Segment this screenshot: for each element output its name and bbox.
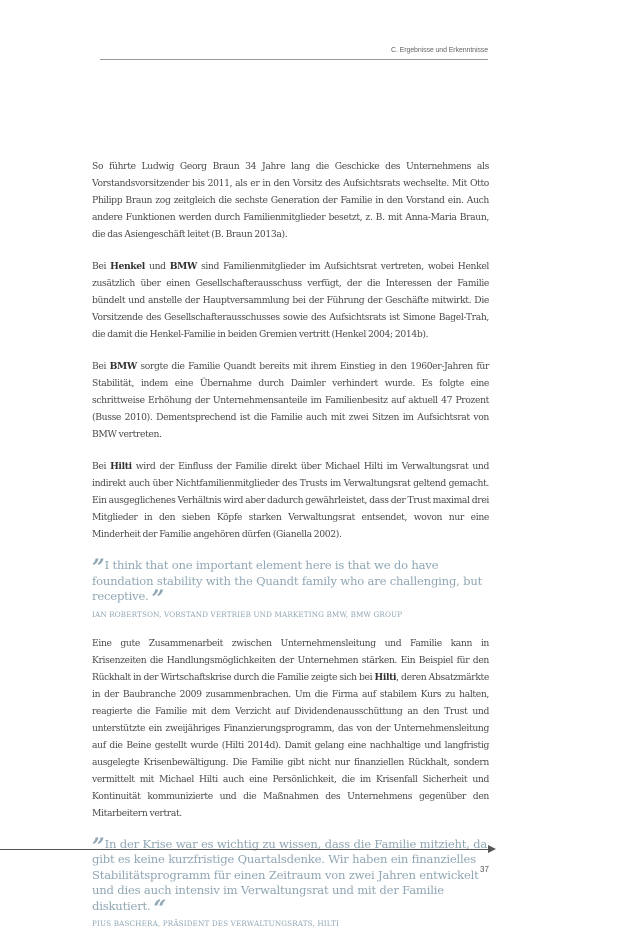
quote-open-mark: ” [92, 555, 103, 581]
company-name: Hilti [110, 461, 132, 472]
company-name: Hilti [374, 671, 397, 683]
paragraph-bmw-quandt [92, 358, 489, 443]
company-name: BMW [169, 261, 197, 272]
quote-body: I think that one important element here is that we do have foundation stability with the Quandt family who are challenging, but receptive. [92, 558, 483, 603]
text-run: So führte Ludwig Georg Braun 34 Jahre lang die Geschicke des Unternehmens als Vorstandsvorsitzender bis 2011, als er in den Vorsitz des Aufsichtsrats wechselte. Mit Otto Philipp Braun zog zeitgleich die sechste Generation der Familie in den Vorstand ein. Auch andere Funktionen werden durch Familienmitglieder besetzt, z. B. mit Anna-Maria Braun, die das Asiengeschäft leitet (B. Braun 2013a). [92, 161, 489, 240]
footer-rule [0, 849, 490, 850]
running-head: C. Ergebnisse und Erkenntnisse [391, 47, 488, 54]
text-run: sorgte die Familie Quandt bereits mit ihrem Einstieg in den 1960er-Jahren für Stabilität, indem eine Übernahme durch Daimler verhindert wurde. Es folgte eine schrittweise Erhöhung der Unternehmensanteile im Familienbesitz auf aktuell 47 Prozent (Busse 2010). Dementsprechend ist die Familie auch mit zwei Sitzen im Aufsichtsrat von BMW vertreten. [92, 361, 489, 440]
quote-source: IAN ROBERTSON, VORSTAND VERTRIEB UND MARKETING BMW, BMW GROUP [92, 609, 403, 619]
page-number: 37 [480, 865, 489, 874]
text-run: Bei [92, 361, 110, 372]
paragraph-hilti [92, 458, 489, 543]
quote-body: In der Krise war es wichtig zu wissen, dass die Familie mitzieht, da gibt es keine kurzfristige Quartalsdenke. Wir haben ein finanzielles Stabilitätsprogramm für einen Zeitraum von zwei Jahren entwickelt und dies auch intensiv im Verwaltungsrat und mit der Familie diskutiert. [92, 836, 488, 913]
text-run: Eine gute Zusammenarbeit zwischen Unternehmensleitung und Familie kann in Krisenzeiten die Handlungsmöglichkeiten der Unternehmen stärken. Ein Beispiel für den Rückhalt in der Wirtschaftskrise durch die Familie zeigte sich bei [92, 637, 489, 683]
paragraph-braun [92, 158, 489, 243]
company-name: BMW [109, 361, 137, 372]
text-run: wird der Einfluss der Familie direkt über Michael Hilti im Verwaltungsrat und indirekt auch über Nichtfamilienmitglieder des Trusts im Verwaltungsrat geltend gemacht. Ein ausgeglichenes Verhältnis wird aber dadurch gewährleistet, dass der Trust maximal drei Mitglieder in den sieben Köpfe starken Verwaltungsrat entsendet, wovon nur eine Minderheit der Familie angehören dürfen (Gianella 2002). [92, 461, 489, 540]
body-text [92, 158, 489, 944]
text-run: Bei [92, 461, 111, 472]
quote-source: PIUS BASCHERA, PRÄSIDENT DES VERWALTUNGSRATS, HILTI [92, 919, 340, 928]
text-run: sind Familienmitglieder im Aufsichtsrat vertreten, wobei Henkel zusätzlich über einen Gesellschafterausschuss verfügt, der die Interessen der Familie bündelt und anstelle der Hauptversammlung bei der Führung der Geschäfte mitwirkt. Die Vorsitzende des Gesellschafterausschusses sowie des Aufsichtsrats ist Simone Bagel-Trah, die damit die Henkel-Familie in beiden Gremien vertritt (Henkel 2004; 2014b). [92, 261, 490, 340]
pull-quote-bmw [92, 555, 489, 619]
pull-quote-hilti [92, 833, 489, 929]
company-name: Henkel [110, 261, 145, 272]
text-run: und [144, 261, 170, 272]
quote-close-mark: “ [153, 895, 165, 922]
header-rule [100, 59, 488, 60]
text-run: Bei [92, 261, 111, 272]
paragraph-henkel-bmw [92, 258, 489, 343]
quote-open-mark: ” [92, 833, 103, 860]
quote-text [92, 555, 489, 612]
quote-close-mark: ” [151, 586, 163, 612]
paragraph-crisis [92, 635, 489, 822]
text-run: , deren Absatzmärkte in der Baubranche 2009 zusammenbrachen. Um die Firma auf stabilem Kurs zu halten, reagierte die Familie mit dem Verzicht auf Dividendenausschüttung an den Trust und unterstützte ein zweijähriges Finanzierungsprogramm, das von der Unternehmensleitung auf die Beine gestellt wurde (Hilti 2014d). Damit gelang eine nachhaltige und langfristig ausgelegte Krisenbewältigung. Die Familie gibt nicht nur finanziellen Rückhalt, sondern vermittelt mit Michael Hilti auch eine Persönlichkeit, die im Krisenfall Sicherheit und Kontinuität kommunizierte und die Maßnahmen des Unternehmens gegenüber den Mitarbeitern vertrat. [92, 671, 489, 819]
footer-arrow-icon [488, 845, 496, 853]
